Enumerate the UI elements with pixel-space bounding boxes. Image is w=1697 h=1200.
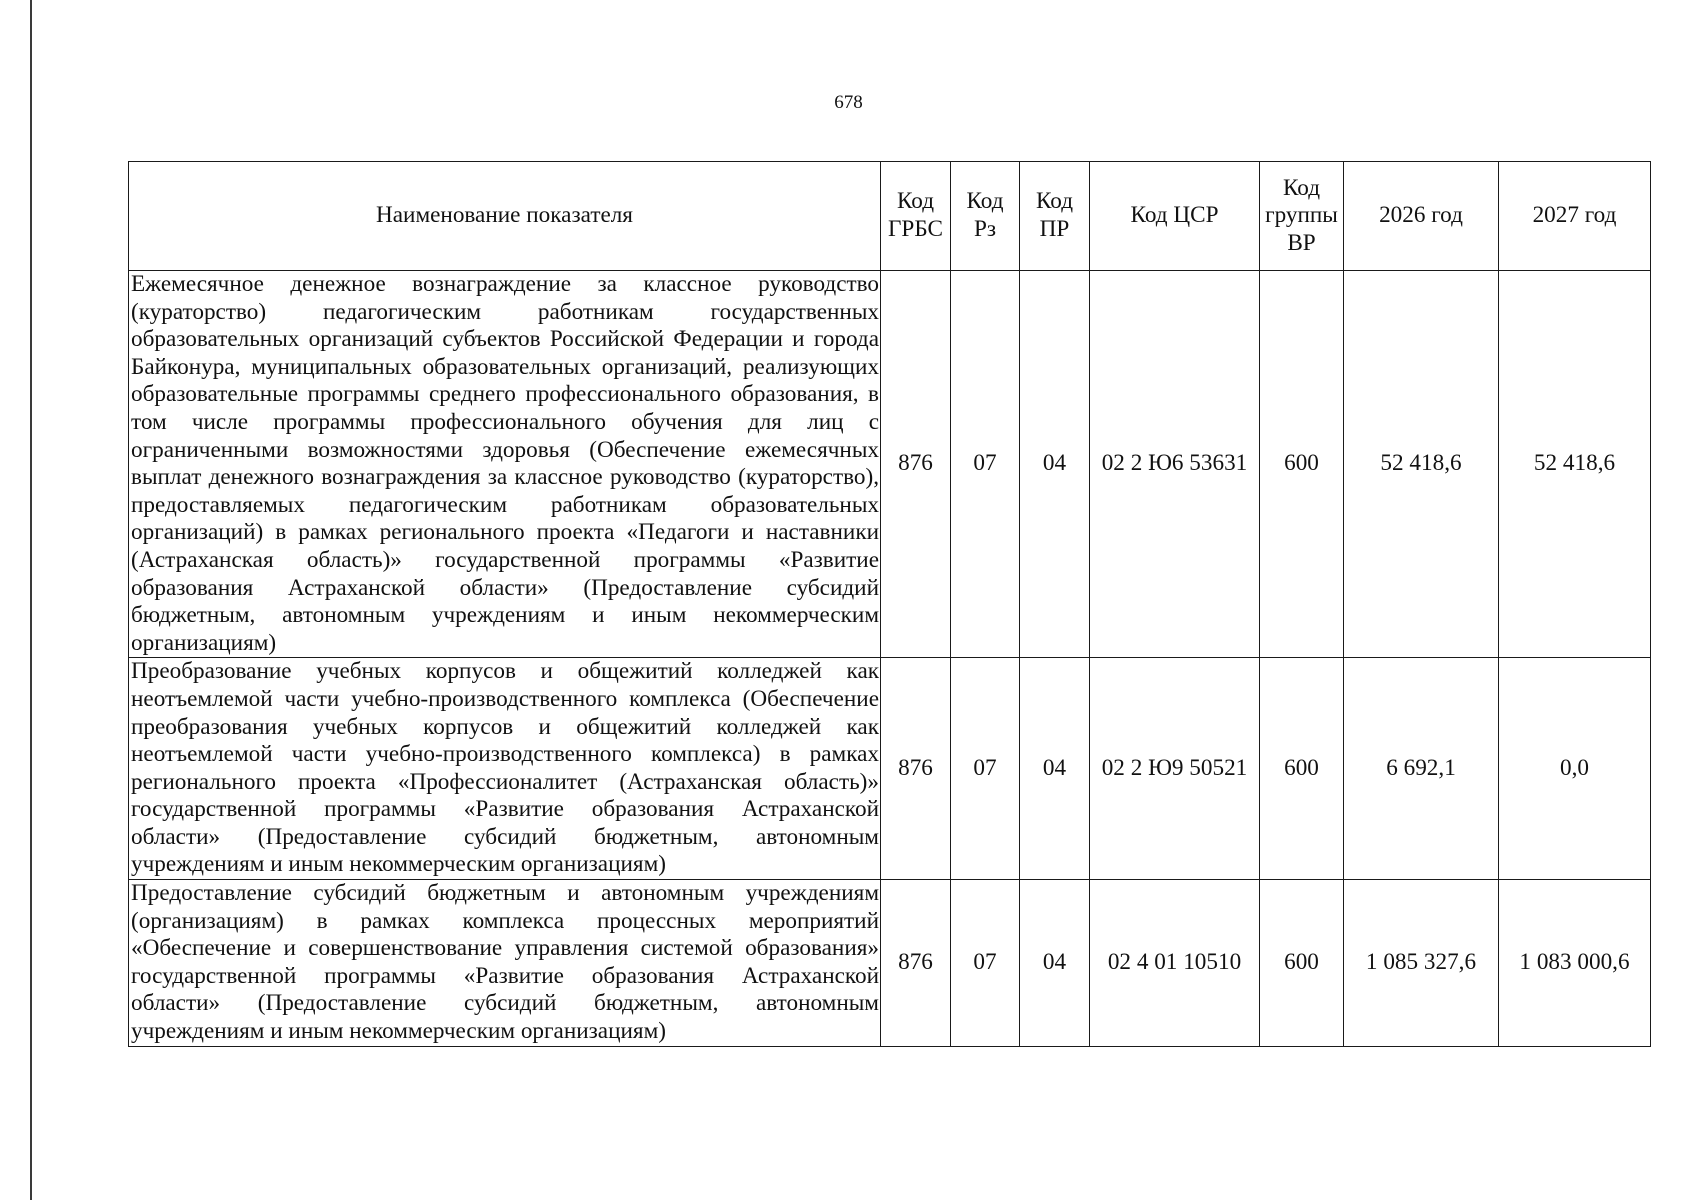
header-name: Наименование показателя xyxy=(129,162,881,271)
row-year-2026: 52 418,6 xyxy=(1344,271,1499,658)
row-vr: 600 xyxy=(1260,658,1344,880)
row-grbs: 876 xyxy=(881,880,951,1047)
header-grbs: Код ГРБС xyxy=(881,162,951,271)
row-rz: 07 xyxy=(951,271,1020,658)
header-pr: Код ПР xyxy=(1020,162,1090,271)
header-year-2026: 2026 год xyxy=(1344,162,1499,271)
table-header xyxy=(129,162,1651,271)
row-year-2027: 1 083 000,6 xyxy=(1499,880,1651,1047)
row-pr: 04 xyxy=(1020,880,1090,1047)
row-year-2027: 0,0 xyxy=(1499,658,1651,880)
row-rz: 07 xyxy=(951,658,1020,880)
row-csr: 02 4 01 10510 xyxy=(1090,880,1260,1047)
header-vr: Код группы ВР xyxy=(1260,162,1344,271)
row-name: Преобразование учебных корпусов и общежитий колледжей как неотъемлемой части учебно-производственного комплекса (Обеспечение преобразования учебных корпусов и общежитий колледжей как неотъемлемой части учебно-производственного комплекса) в рамках регионального проекта «Профессионалитет (Астраханская область)» государственной программы «Развитие образования Астраханской области» (Предоставление субсидий бюджетным, автономным учреждениям и иным некоммерческим организациям) xyxy=(129,658,881,880)
row-csr: 02 2 Ю9 50521 xyxy=(1090,658,1260,880)
table-row xyxy=(129,658,1651,880)
row-rz: 07 xyxy=(951,880,1020,1047)
row-name: Предоставление субсидий бюджетным и автономным учреждениям (организациям) в рамках комплекса процессных мероприятий «Обеспечение и совершенствование управления системой образования» государственной программы «Развитие образования Астраханской области» (Предоставление субсидий бюджетным, автономным учреждениям и иным некоммерческим организациям) xyxy=(129,880,881,1047)
budget-table xyxy=(128,161,1651,1047)
row-year-2026: 6 692,1 xyxy=(1344,658,1499,880)
row-name: Ежемесячное денежное вознаграждение за классное руководство (кураторство) педагогическим работникам государственных образовательных организаций субъектов Российской Федерации и города Байконура, муниципальных образовательных организаций, реализующих образовательные программы среднего профессионального образования, в том числе программы профессионального обучения для лиц с ограниченными возможностями здоровья (Обеспечение ежемесячных выплат денежного вознаграждения за классное руководство (кураторство), предоставляемых педагогическим работникам образовательных организаций) в рамках регионального проекта «Педагоги и наставники (Астраханская область)» государственной программы «Развитие образования Астраханской области» (Предоставление субсидий бюджетным, автономным учреждениям и иным некоммерческим организациям) xyxy=(129,271,881,658)
row-year-2027: 52 418,6 xyxy=(1499,271,1651,658)
header-row xyxy=(129,162,1651,271)
header-year-2027: 2027 год xyxy=(1499,162,1651,271)
table-row xyxy=(129,880,1651,1047)
row-csr: 02 2 Ю6 53631 xyxy=(1090,271,1260,658)
row-year-2026: 1 085 327,6 xyxy=(1344,880,1499,1047)
row-vr: 600 xyxy=(1260,271,1344,658)
row-pr: 04 xyxy=(1020,271,1090,658)
row-vr: 600 xyxy=(1260,880,1344,1047)
table-row xyxy=(129,271,1651,658)
header-rz: Код Рз xyxy=(951,162,1020,271)
page-number: 678 xyxy=(834,92,863,113)
row-pr: 04 xyxy=(1020,658,1090,880)
scan-edge-line xyxy=(30,0,32,1200)
row-grbs: 876 xyxy=(881,658,951,880)
row-grbs: 876 xyxy=(881,271,951,658)
table-body xyxy=(129,271,1651,1047)
header-csr: Код ЦСР xyxy=(1090,162,1260,271)
